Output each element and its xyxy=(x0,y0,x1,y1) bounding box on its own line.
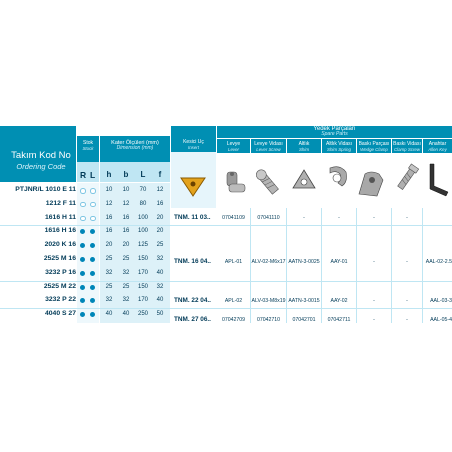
dim-L-value: 170 xyxy=(137,297,148,304)
stock-header-tr: Stok xyxy=(82,140,93,146)
spare-col-clamp-screw xyxy=(392,139,422,153)
spare-part-code: APL-02 xyxy=(224,298,243,304)
spare-part-code: - xyxy=(338,215,340,221)
spare-part-code: AAL-02-2.5 xyxy=(425,259,452,265)
stock-l-indicator xyxy=(90,202,96,208)
stock-r-indicator xyxy=(80,285,85,290)
spare-part-code: AAL-05-4 xyxy=(430,317,452,323)
dim-h-value: 12 xyxy=(105,200,113,207)
spare-col-lever-en: Lever xyxy=(228,147,239,152)
spare-col-shim-spring-en: Shim Spring xyxy=(327,147,351,152)
spare-col-clamp-screw-tr: Baskı Vidası xyxy=(393,141,421,147)
shim-spring-icon xyxy=(330,167,347,186)
shim-icon xyxy=(293,170,315,188)
spare-part-code: - xyxy=(373,317,375,323)
spare-part-code: ALV-02-M6x17 xyxy=(251,259,286,265)
dim-b-value: 32 xyxy=(122,297,130,304)
spare-part-code: - xyxy=(373,298,375,304)
dim-L-value: 80 xyxy=(139,200,147,207)
dim-f-value: 32 xyxy=(156,283,164,290)
insert-header xyxy=(171,126,216,152)
insert-code: TNM. 22 04.. xyxy=(174,297,211,304)
wedge-clamp-icon xyxy=(359,172,383,196)
dim-h-value: 40 xyxy=(105,311,113,318)
stock-l-indicator xyxy=(90,216,96,222)
dimension-header-tr: Kater Ölçüleri (mm) xyxy=(111,140,159,146)
dim-b-value: 25 xyxy=(122,283,130,290)
spare-col-wedge-clamp xyxy=(357,139,391,153)
insert-header-tr: Kesici Uç xyxy=(183,139,204,145)
ordering-code-title-en: Ordering Code xyxy=(16,162,66,171)
insert-code: TNM. 27 06.. xyxy=(174,316,211,323)
spare-part-code: - xyxy=(406,259,408,265)
spare-col-allen-key-tr: Anahtar xyxy=(428,141,447,147)
stock-r-indicator xyxy=(80,188,86,194)
ordering-code: 2525 M 22 xyxy=(43,282,76,290)
dimension-header-en: Dimension (mm) xyxy=(116,145,154,151)
spare-part-code: ALV-03-M8x19 xyxy=(251,298,286,304)
allen-key-icon xyxy=(430,164,448,196)
spare-part-code: 07042710 xyxy=(256,317,281,323)
dim-L-value: 170 xyxy=(137,269,148,276)
spare-part-code: - xyxy=(303,215,305,221)
column-separator xyxy=(356,208,357,323)
spare-col-lever-screw-en: Lever Screw xyxy=(256,147,281,152)
dim-L-value: 150 xyxy=(137,256,148,262)
dim-L-value: 100 xyxy=(137,214,148,221)
dim-f-value: 40 xyxy=(156,269,164,276)
spare-col-shim-spring-tr: Altlık Vidası xyxy=(325,141,353,147)
ordering-code: 4040 S 27 xyxy=(45,310,76,318)
spare-part-code: - xyxy=(373,215,375,221)
spare-col-wedge-clamp-tr: Baskı Parçası xyxy=(358,141,390,147)
dim-h-value: 32 xyxy=(105,269,113,276)
dim-L-value: 125 xyxy=(137,242,148,249)
dim-f-value: 12 xyxy=(156,187,164,193)
dim-b-value: 40 xyxy=(122,311,130,318)
column-separator xyxy=(422,208,423,323)
spare-col-allen-key-en: Allen Key xyxy=(428,147,447,152)
dim-b-value: 10 xyxy=(122,187,130,193)
dim-h-value: 10 xyxy=(105,187,113,193)
column-separator xyxy=(321,208,322,323)
dim-L-value: 150 xyxy=(137,283,148,290)
stock-l-indicator xyxy=(90,285,95,290)
spare-part-code: AATN-3-0015 xyxy=(288,298,320,304)
spare-col-clamp-screw-en: Clamp Screw xyxy=(393,147,421,152)
spare-col-shim-spring xyxy=(322,139,356,153)
spare-parts-header-tr: Yedek Parçaları xyxy=(313,126,356,132)
dim-h-value: 32 xyxy=(105,297,113,304)
dim-col-h: h xyxy=(106,170,112,179)
spare-part-code: - xyxy=(406,298,408,304)
spare-col-allen-key xyxy=(423,139,452,153)
dim-f-value: 20 xyxy=(156,214,164,221)
stock-l-indicator xyxy=(90,271,95,276)
group-divider xyxy=(0,308,452,309)
spare-part-code: - xyxy=(406,317,408,323)
dim-b-value: 16 xyxy=(122,228,130,235)
spare-col-lever xyxy=(217,139,250,153)
dim-L-value: 70 xyxy=(139,187,147,193)
lever-screw-icon xyxy=(254,168,279,195)
spare-part-code: AAY-02 xyxy=(330,298,348,304)
ordering-code: 2020 K 16 xyxy=(44,241,76,249)
spare-col-lever-screw-tr: Levye Vidası xyxy=(254,141,283,147)
dim-b-value: 16 xyxy=(122,214,130,221)
dim-h-value: 25 xyxy=(105,256,113,262)
dim-h-value: 20 xyxy=(105,242,113,249)
spare-part-code: APL-01 xyxy=(224,259,243,265)
dim-b-value: 25 xyxy=(122,256,130,262)
spare-part-code: 07042711 xyxy=(327,317,351,323)
dim-L-value: 100 xyxy=(137,228,148,235)
dimension-header xyxy=(100,136,170,162)
spare-parts-header-en: Spare Parts xyxy=(321,131,348,137)
ordering-code: 1616 H 11 xyxy=(45,213,76,221)
spare-col-lever-screw xyxy=(251,139,286,153)
clamp-screw-icon xyxy=(396,164,418,190)
stock-header-en: Stock xyxy=(82,146,94,151)
dim-h-value: 16 xyxy=(105,214,113,221)
dim-b-value: 32 xyxy=(122,269,130,276)
spare-part-code: AAL-03-3 xyxy=(430,298,452,304)
stock-l-indicator xyxy=(90,257,95,262)
spare-part-code: 07042709 xyxy=(221,317,246,323)
dim-col-f: f xyxy=(158,170,162,179)
stock-r-indicator xyxy=(80,257,85,262)
lever-icon xyxy=(227,172,245,192)
stock-col-l: L xyxy=(90,170,96,180)
spare-col-lever-tr: Levye xyxy=(226,141,241,147)
spare-parts-header xyxy=(217,126,452,138)
spare-part-images xyxy=(217,154,452,208)
dim-h-value: 16 xyxy=(105,228,113,235)
group-divider xyxy=(0,225,452,226)
dim-f-value: 25 xyxy=(156,242,164,249)
ordering-code: 2525 M 16 xyxy=(43,255,76,262)
column-separator xyxy=(286,208,287,323)
dim-b-value: 12 xyxy=(122,200,130,207)
insert-image-cell xyxy=(171,152,216,208)
insert-code: TNM. 11 03.. xyxy=(174,214,211,221)
stock-r-indicator xyxy=(80,271,85,276)
spare-part-code: 07042701 xyxy=(292,317,316,323)
stock-r-indicator xyxy=(80,216,86,222)
dim-col-L: L xyxy=(140,170,146,179)
stock-r-indicator xyxy=(80,202,86,208)
dim-L-value: 250 xyxy=(137,311,148,318)
dim-col-b: b xyxy=(123,170,129,179)
group-divider xyxy=(0,281,452,282)
column-separator xyxy=(391,208,392,323)
ordering-code: 1212 F 11 xyxy=(45,199,76,207)
dim-f-value: 20 xyxy=(156,228,164,235)
ordering-code-title-tr: Takım Kod No xyxy=(11,150,71,161)
spare-col-wedge-clamp-en: Wedge Clamp xyxy=(360,147,388,152)
triangle-insert-icon xyxy=(171,152,216,208)
ordering-code: 3232 P 22 xyxy=(45,296,76,304)
spare-col-shim-en: Shim xyxy=(298,147,309,152)
ordering-code: PTJNR/L 1010 E 11 xyxy=(15,186,76,193)
spare-col-shim xyxy=(287,139,321,153)
dim-f-value: 40 xyxy=(156,297,164,304)
spare-col-shim-tr: Altlık xyxy=(298,141,310,147)
stock-col-r: R xyxy=(80,170,87,180)
column-separator xyxy=(250,208,251,323)
spare-part-code: - xyxy=(373,259,375,265)
spare-part-code: 07041109 xyxy=(222,215,245,221)
spare-part-code: - xyxy=(406,215,408,221)
dim-f-value: 16 xyxy=(156,200,164,207)
dim-f-value: 50 xyxy=(156,311,164,318)
dim-h-value: 25 xyxy=(105,283,113,290)
ordering-code: 3232 P 16 xyxy=(45,268,76,276)
spare-part-code: AATN-3-0025 xyxy=(288,259,320,265)
dim-f-value: 32 xyxy=(156,256,164,262)
spare-part-code: 07041110 xyxy=(257,215,280,221)
spare-part-code: AAY-01 xyxy=(330,259,348,265)
insert-code: TNM. 16 04.. xyxy=(174,258,211,265)
stock-l-indicator xyxy=(90,188,96,194)
ordering-code: 1616 H 16 xyxy=(44,227,76,235)
insert-header-en: Insert xyxy=(188,145,199,150)
dim-b-value: 20 xyxy=(122,242,130,249)
